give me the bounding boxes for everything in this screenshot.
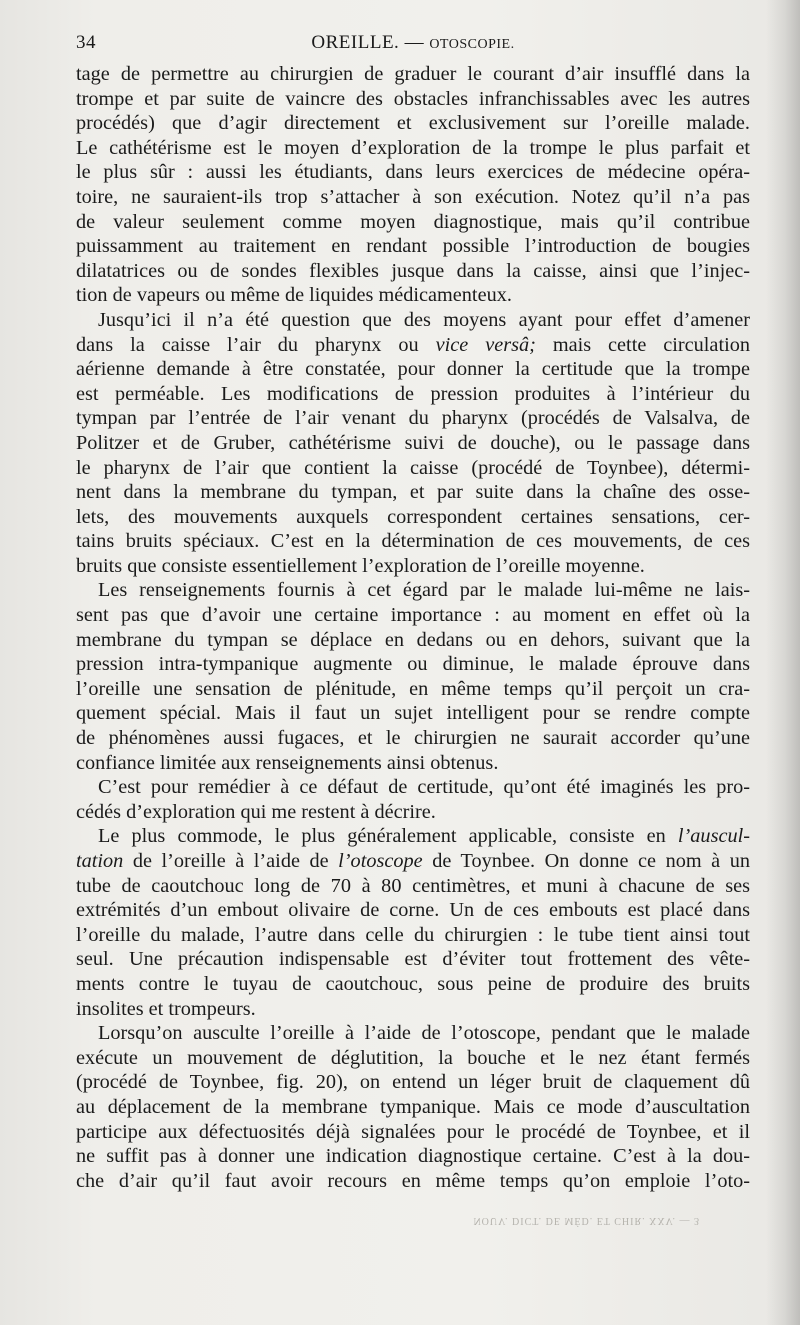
- italic-text: tation: [76, 850, 124, 872]
- text-run: sent pas que d’avoir une certaine importance : au moment en effet où la: [76, 604, 750, 627]
- text-run: confiance limitée aux renseignements ainsi obtenus.: [76, 751, 499, 774]
- running-title: [76, 32, 750, 54]
- text-line: [76, 308, 750, 333]
- text-run: est perméable. Les modifications de pression produites à l’intérieur du: [76, 382, 750, 405]
- text-run: lets, des mouvements auxquels correspondent certaines sensations, cer-: [76, 505, 750, 528]
- text-run: tube de caoutchouc long de 70 à 80 centimètres, et muni à chacune de ses: [76, 874, 750, 897]
- text-line: [76, 1070, 750, 1095]
- text-line: [76, 972, 750, 997]
- text-run: puissamment au traitement en rendant possible l’introduction de bougies: [76, 235, 750, 258]
- text-run: ne suffit pas à donner une indication diagnostique certaine. C’est à la dou-: [76, 1145, 750, 1168]
- text-run: che d’air qu’il faut avoir recours en même temps qu’on emploie l’oto-: [76, 1169, 750, 1192]
- text-line: [76, 947, 750, 972]
- text-line: [76, 775, 750, 800]
- italic-text: l’otoscope: [338, 850, 423, 872]
- text-run: au déplacement de la membrane tympanique. Mais ce mode d’auscultation: [76, 1095, 750, 1118]
- text-run: toire, ne sauraient-ils trop s’attacher à son exécution. Notez qu’il n’a pas: [76, 185, 750, 208]
- text-line: [76, 1021, 750, 1046]
- text-line: [76, 800, 750, 825]
- text-line: [76, 677, 750, 702]
- text-line: [76, 554, 750, 579]
- text-run: tage de permettre au chirurgien de graduer le courant d’air insufflé dans la: [76, 63, 750, 85]
- italic-text: l’auscul-: [677, 825, 750, 848]
- text-run: de phénomènes aussi fugaces, et le chirurgien ne saurait accorder qu’une: [76, 727, 750, 750]
- text-run: Jusqu’ici il n’a été question que des moyens ayant pour effet d’amener: [98, 308, 750, 331]
- text-line: [76, 480, 750, 505]
- text-line: [76, 160, 750, 185]
- text-run: nent dans la membrane du tympan, et par suite dans la chaîne des osse-: [76, 481, 750, 504]
- text-line: [76, 1095, 750, 1120]
- text-line: [76, 382, 750, 407]
- italic-text: vice versâ;: [435, 333, 536, 356]
- text-run: cédés d’exploration qui me restent à décrire.: [76, 800, 436, 823]
- text-line: [76, 701, 750, 726]
- text-run: extrémités d’un embout olivaire de corne. Un de ces embouts est placé dans: [76, 899, 750, 922]
- text-run: le plus sûr : aussi les étudiants, dans leurs exercices de médecine opéra-: [76, 161, 750, 184]
- page-edge-shadow: [766, 0, 800, 1325]
- text-line: [76, 726, 750, 751]
- text-run: le pharynx de l’air que contient la caisse (procédé de Toynbee), détermi-: [76, 456, 750, 479]
- text-line: [76, 997, 750, 1022]
- text-run: l’oreille du malade, l’autre dans celle du chirurgien : le tube tient ainsi tout: [76, 923, 750, 946]
- text-run: Les renseignements fournis à cet égard par le malade lui-même ne lais-: [98, 579, 750, 602]
- text-line: [76, 923, 750, 948]
- text-run: exécute un mouvement de déglutition, la bouche et le nez étant fermés: [76, 1046, 750, 1069]
- running-title-sub: OTOSCOPIE.: [429, 37, 515, 52]
- text-line: [76, 652, 750, 677]
- text-line: [76, 849, 750, 874]
- text-line: [76, 357, 750, 382]
- text-line: [76, 529, 750, 554]
- text-run: mais cette circulation: [535, 333, 750, 356]
- text-run: tains bruits spéciaux. C’est en la détermination de ces mouvements, de ces: [76, 530, 750, 553]
- text-line: [76, 603, 750, 628]
- text-run: insolites et trompeurs.: [76, 997, 256, 1020]
- text-run: procédés) que d’agir directement et exclusivement sur l’oreille malade.: [76, 112, 750, 135]
- text-line: [76, 1169, 750, 1194]
- text-line: [76, 259, 750, 284]
- text-run: l’oreille une sensation de plénitude, en même temps qu’il perçoit un cra-: [76, 677, 750, 700]
- text-line: [76, 1046, 750, 1071]
- text-run: bruits que consiste essentiellement l’exploration de l’oreille moyenne.: [76, 554, 645, 577]
- text-line: [76, 1144, 750, 1169]
- text-run: Politzer et de Gruber, cathétérisme suivi de douche), ou le passage dans: [76, 431, 750, 454]
- text-run: tympan par l’entrée de l’air venant du pharynx (procédés de Valsalva, de: [76, 407, 750, 430]
- text-line: [76, 111, 750, 136]
- text-run: de valeur seulement comme moyen diagnostique, mais qu’il contribue: [76, 210, 750, 233]
- text-run: C’est pour remédier à ce défaut de certitude, qu’ont été imaginés les pro-: [98, 776, 750, 799]
- text-run: de Toynbee. On donne ce nom à un: [422, 850, 750, 872]
- text-run: Lorsqu’on ausculte l’oreille à l’aide de l’otoscope, pendant que le malade: [98, 1022, 750, 1045]
- running-title-main: OREILLE.: [311, 32, 400, 53]
- text-line: [76, 628, 750, 653]
- text-run: quement spécial. Mais il faut un sujet intelligent pour se rendre compte: [76, 702, 750, 725]
- text-run: tion de vapeurs ou même de liquides médicamenteux.: [76, 284, 512, 307]
- text-run: Le cathétérisme est le moyen d’exploration de la trompe le plus parfait et: [76, 136, 750, 159]
- text-line: [76, 1120, 750, 1145]
- text-line: [76, 283, 750, 308]
- text-line: [76, 136, 750, 161]
- text-line: [76, 431, 750, 456]
- text-line: [76, 234, 750, 259]
- text-line: [76, 87, 750, 112]
- text-line: [76, 824, 750, 849]
- text-line: [76, 898, 750, 923]
- body-text: [76, 62, 750, 1193]
- running-title-sep: —: [399, 32, 430, 53]
- text-line: [76, 185, 750, 210]
- text-run: dilatatrices ou de sondes flexibles jusque dans la caisse, ainsi que l’injec-: [76, 259, 750, 282]
- text-run: trompe et par suite de vaincre des obstacles infranchissables avec les autres: [76, 87, 750, 110]
- text-run: dans la caisse l’air du pharynx ou: [76, 333, 436, 356]
- text-line: [76, 62, 750, 87]
- text-run: aérienne demande à être constatée, pour donner la certitude que la trompe: [76, 358, 750, 381]
- bleed-through-text: NOUV. DICT. DE MÉD. ET CHIR. XXV. — 3: [473, 1215, 700, 1226]
- text-run: participe aux défectuosités déjà signalées pour le procédé de Toynbee, et il: [76, 1120, 750, 1143]
- text-run: pression intra-tympanique augmente ou diminue, le malade éprouve dans: [76, 653, 750, 676]
- text-run: membrane du tympan se déplace en dedans ou en dehors, suivant que la: [76, 628, 750, 651]
- text-line: [76, 505, 750, 530]
- text-line: [76, 578, 750, 603]
- text-run: ments contre le tuyau de caoutchouc, sous peine de produire des bruits: [76, 972, 750, 995]
- page-number: 34: [76, 32, 96, 53]
- text-line: [76, 456, 750, 481]
- text-run: Le plus commode, le plus généralement applicable, consiste en: [98, 825, 678, 848]
- text-line: [76, 751, 750, 776]
- text-run: (procédé de Toynbee, fig. 20), on entend un léger bruit de claquement dû: [76, 1071, 750, 1094]
- text-line: [76, 210, 750, 235]
- text-run: de l’oreille à l’aide de: [123, 850, 339, 872]
- text-run: seul. Une précaution indispensable est d’éviter tout frottement des vête-: [76, 948, 750, 971]
- text-line: [76, 874, 750, 899]
- text-line: [76, 406, 750, 431]
- page-header: [76, 30, 750, 60]
- text-line: [76, 333, 750, 358]
